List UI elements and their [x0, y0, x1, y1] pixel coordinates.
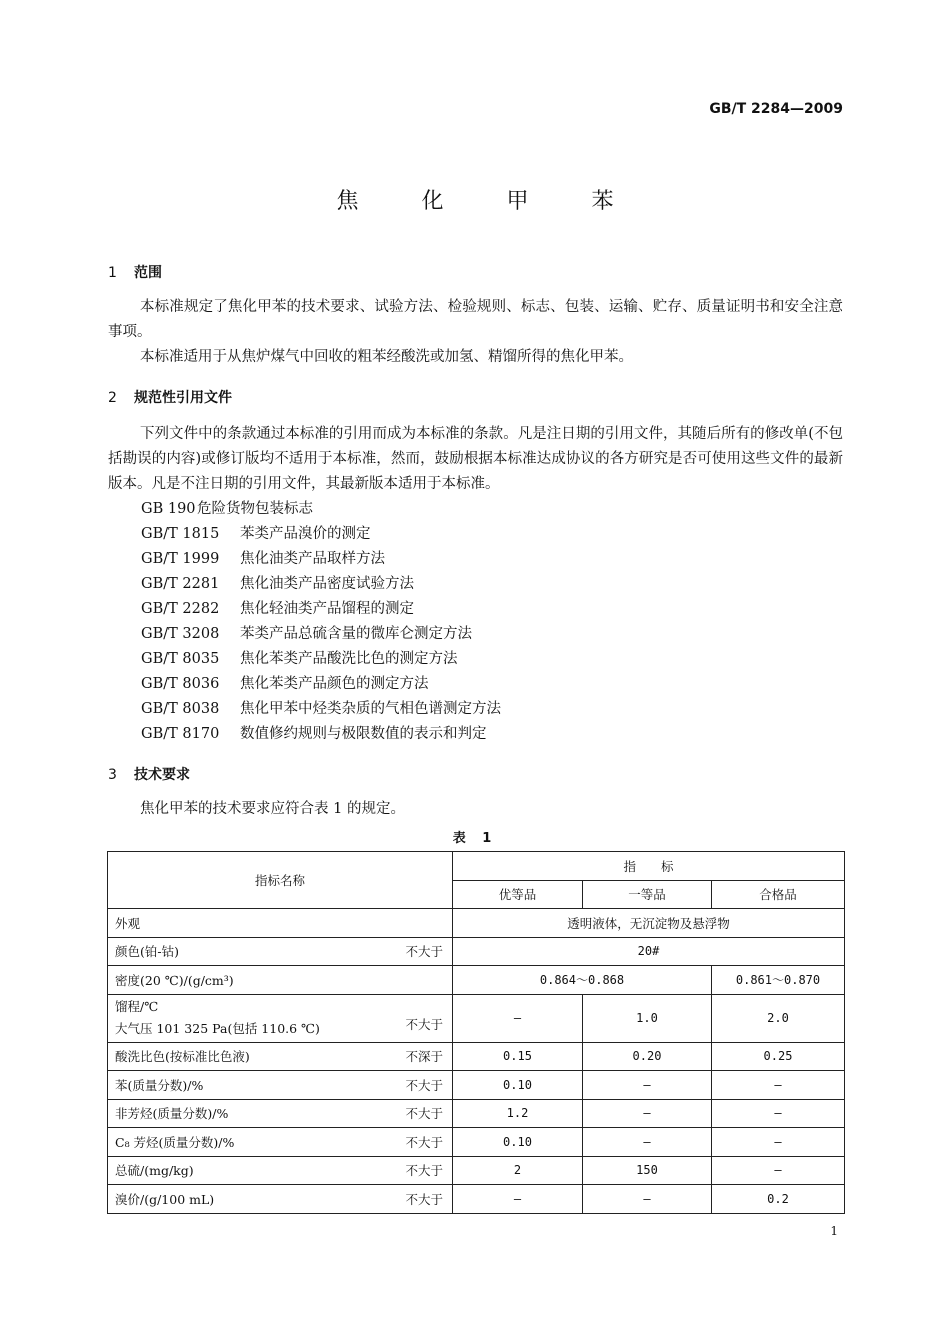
row-value-first: 1.0 — [583, 994, 712, 1042]
header-indicator-group: 指 标 — [453, 852, 845, 881]
row-name: 外观 — [108, 909, 453, 938]
table-row — [108, 909, 845, 938]
row-name: 溴价/(g/100 mL) — [115, 1191, 215, 1207]
reference-code: GB/T 1999 — [141, 551, 220, 567]
row-value-grades-1-2: 0.864～0.868 — [453, 966, 712, 995]
row-name-cell — [108, 1042, 453, 1071]
row-name: 非芳烃(质量分数)/% — [115, 1106, 229, 1122]
reference-code: GB/T 2281 — [141, 576, 220, 592]
row-value-premium: 1.2 — [453, 1099, 583, 1128]
row-value-first: — — [583, 1128, 712, 1157]
row-name-line-2: 大气压 101 325 Pa(包括 110.6 ℃) — [115, 1021, 320, 1036]
row-name-cell — [108, 1156, 453, 1185]
reference-code: GB/T 1815 — [141, 526, 220, 542]
row-name-cell — [108, 994, 453, 1042]
row-value-first: — — [583, 1071, 712, 1100]
section-title: 技术要求 — [134, 767, 190, 783]
reference-item — [141, 547, 501, 572]
reference-code: GB/T 8038 — [141, 701, 220, 717]
row-value-qualified: 0.861～0.870 — [712, 966, 845, 995]
row-name-cell — [108, 937, 453, 966]
table-caption: 表 1 — [452, 831, 498, 846]
technical-intro-paragraph: 焦化甲苯的技术要求应符合表 1 的规定。 — [140, 801, 405, 817]
row-value-premium: — — [453, 1185, 583, 1214]
row-limit: 不大于 — [405, 944, 443, 960]
row-limit: 不大于 — [405, 1016, 443, 1032]
row-name-cell — [108, 1185, 453, 1214]
row-limit: 不大于 — [405, 1191, 443, 1207]
reference-title: 焦化轻油类产品馏程的测定 — [240, 601, 414, 617]
row-value-merged: 20# — [453, 937, 845, 966]
row-name: 密度(20 ℃)/(g/cm³) — [108, 966, 453, 995]
section-number: 2 — [108, 390, 117, 406]
header-grade-qualified: 合格品 — [712, 880, 845, 909]
row-value-first: 150 — [583, 1156, 712, 1185]
reference-item — [141, 572, 501, 597]
reference-code: GB 190 — [141, 501, 196, 517]
section-title: 规范性引用文件 — [134, 390, 232, 406]
reference-title: 焦化甲苯中烃类杂质的气相色谱测定方法 — [240, 701, 501, 717]
reference-item — [141, 622, 501, 647]
row-limit: 不深于 — [405, 1049, 443, 1065]
row-value-merged: 透明液体，无沉淀物及悬浮物 — [453, 909, 845, 938]
reference-title: 苯类产品溴价的测定 — [240, 526, 371, 542]
spec-table — [107, 851, 845, 1214]
reference-code: GB/T 8035 — [141, 651, 220, 667]
reference-code: GB/T 3208 — [141, 626, 220, 642]
reference-item — [141, 672, 501, 697]
page-number: 1 — [830, 1224, 838, 1238]
table-row — [108, 937, 845, 966]
row-name-cell — [108, 1099, 453, 1128]
table-row — [108, 1156, 845, 1185]
reference-item — [141, 722, 501, 747]
reference-title: 数值修约规则与极限数值的表示和判定 — [240, 726, 487, 742]
section-heading-scope — [108, 262, 162, 282]
row-value-first: 0.20 — [583, 1042, 712, 1071]
table-row — [108, 1099, 845, 1128]
row-name: 颜色(铂-钴) — [115, 944, 179, 960]
row-limit: 不大于 — [405, 1077, 443, 1093]
reference-item — [141, 597, 501, 622]
table-row — [108, 1071, 845, 1100]
row-limit: 不大于 — [405, 1106, 443, 1122]
table-row — [108, 966, 845, 995]
row-value-premium: 2 — [453, 1156, 583, 1185]
reference-item — [141, 647, 501, 672]
row-value-qualified: — — [712, 1128, 845, 1157]
row-value-qualified: — — [712, 1156, 845, 1185]
reference-title: 危险货物包装标志 — [197, 501, 313, 517]
reference-item — [141, 497, 501, 522]
table-row — [108, 1042, 845, 1071]
row-limit: 不大于 — [405, 1134, 443, 1150]
row-value-qualified: — — [712, 1099, 845, 1128]
section-number: 1 — [108, 265, 117, 281]
header-grade-first: 一等品 — [583, 880, 712, 909]
row-value-qualified: 0.2 — [712, 1185, 845, 1214]
row-value-first: — — [583, 1099, 712, 1128]
row-value-first: — — [583, 1185, 712, 1214]
section-heading-technical — [108, 764, 190, 784]
reference-list — [141, 497, 501, 747]
header-grade-premium: 优等品 — [453, 880, 583, 909]
reference-item — [141, 522, 501, 547]
section-title: 范围 — [134, 265, 162, 281]
row-name-cell — [108, 1128, 453, 1157]
row-value-qualified: 0.25 — [712, 1042, 845, 1071]
row-value-premium: 0.10 — [453, 1071, 583, 1100]
row-name: 苯(质量分数)/% — [115, 1077, 204, 1093]
row-name: 酸洗比色(按标准比色液) — [115, 1049, 250, 1065]
reference-title: 焦化苯类产品酸洗比色的测定方法 — [240, 651, 458, 667]
reference-code: GB/T 8036 — [141, 676, 220, 692]
table-row — [108, 1128, 845, 1157]
row-value-premium: — — [453, 994, 583, 1042]
reference-code: GB/T 2282 — [141, 601, 220, 617]
reference-title: 焦化油类产品密度试验方法 — [240, 576, 414, 592]
reference-title: 焦化苯类产品颜色的测定方法 — [240, 676, 429, 692]
row-name: 总硫/(mg/kg) — [115, 1163, 194, 1179]
reference-title: 苯类产品总硫含量的微库仑测定方法 — [240, 626, 472, 642]
references-intro-paragraph: 下列文件中的条款通过本标准的引用而成为本标准的条款。凡是注日期的引用文件，其随后所有的修改单(不包括勘误的内容)或修订版均不适用于本标准，然而，鼓励根据本标准达成协议的各方研究是否可使用这些文件的最新版本。凡是不注日期的引用文件，其最新版本适用于本标准。 — [108, 426, 843, 492]
reference-code: GB/T 8170 — [141, 726, 220, 742]
table-row — [108, 1185, 845, 1214]
reference-title: 焦化油类产品取样方法 — [240, 551, 385, 567]
row-name: C₈ 芳烃(质量分数)/% — [115, 1134, 235, 1150]
standard-code: GB/T 2284—2009 — [709, 101, 843, 117]
row-name-cell — [108, 1071, 453, 1100]
row-limit: 不大于 — [405, 1163, 443, 1179]
section-heading-references — [108, 387, 232, 407]
reference-item — [141, 697, 501, 722]
row-value-qualified: 2.0 — [712, 994, 845, 1042]
row-value-premium: 0.10 — [453, 1128, 583, 1157]
document-title: 焦 化 甲 苯 — [336, 189, 642, 214]
section-number: 3 — [108, 767, 117, 783]
table-row — [108, 994, 845, 1042]
row-value-qualified: — — [712, 1071, 845, 1100]
header-indicator-name: 指标名称 — [108, 852, 453, 909]
row-name-line-1: 馏程/℃ — [115, 999, 159, 1014]
table-header-row — [108, 852, 845, 881]
scope-paragraph-1: 本标准规定了焦化甲苯的技术要求、试验方法、检验规则、标志、包装、运输、贮存、质量证明书和安全注意事项。 — [108, 299, 843, 340]
row-value-premium: 0.15 — [453, 1042, 583, 1071]
scope-paragraph-2: 本标准适用于从焦炉煤气中回收的粗苯经酸洗或加氢、精馏所得的焦化甲苯。 — [140, 349, 633, 365]
